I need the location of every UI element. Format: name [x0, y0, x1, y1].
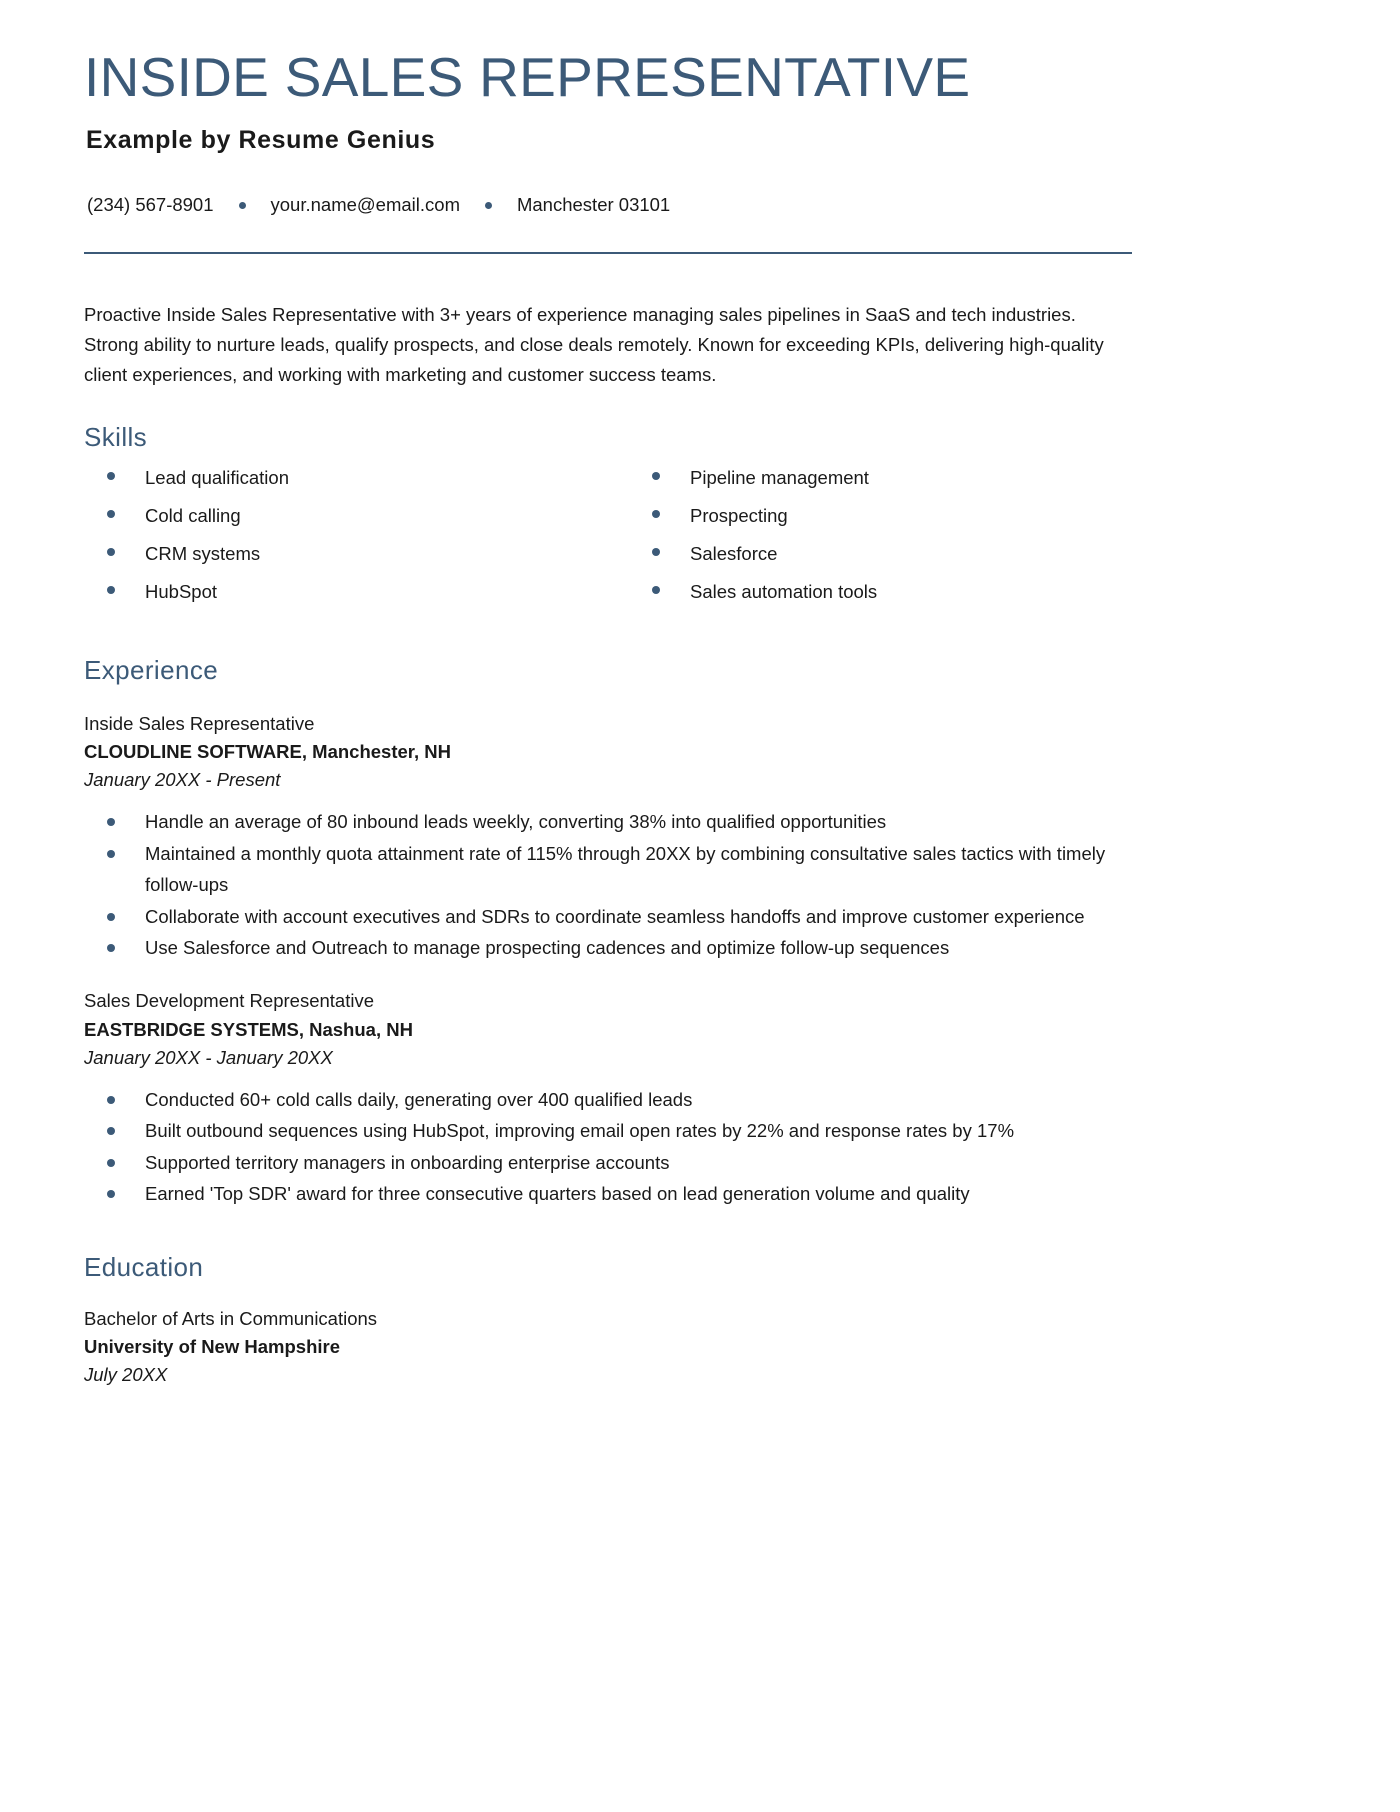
contact-location: Manchester 03101	[516, 194, 671, 215]
contact-separator-dot-icon	[485, 202, 492, 209]
skill-item	[84, 504, 629, 545]
skills-grid	[84, 466, 1132, 621]
skill-label: CRM systems	[145, 542, 261, 564]
job-bullet-text: Conducted 60+ cold calls daily, generating over 400 qualified leads	[145, 1088, 693, 1110]
job-bullet-text: Supported territory managers in onboarding enterprise accounts	[145, 1151, 670, 1173]
job-bullet-text: Built outbound sequences using HubSpot, improving email open rates by 22% and response rates by 17%	[145, 1120, 1015, 1142]
bullet-dot-icon	[107, 510, 115, 518]
job-bullet-list	[84, 806, 1132, 963]
section-heading-education: Education	[84, 1251, 204, 1282]
contact-email: your.name@email.com	[270, 194, 460, 215]
job-bullet	[107, 901, 1132, 932]
skill-label: Sales automation tools	[690, 580, 878, 602]
job-company: EASTBRIDGE SYSTEMS, Nashua, NH	[84, 1018, 413, 1040]
job-bullet	[107, 1115, 1132, 1146]
skill-item	[629, 580, 1132, 621]
job-bullet-text: Handle an average of 80 inbound leads weekly, converting 38% into qualified opportunities	[145, 811, 887, 833]
page-title: INSIDE SALES REPRESENTATIVE	[84, 46, 971, 108]
job-bullet	[107, 1084, 1132, 1115]
job-bullet-text: Earned 'Top SDR' award for three consecutive quarters based on lead generation volume and quality	[145, 1183, 970, 1205]
skill-item	[84, 542, 629, 583]
bullet-dot-icon	[652, 548, 660, 556]
professional-summary: Proactive Inside Sales Representative with 3+ years of experience managing sales pipelines in SaaS and tech industries. Strong ability to nurture leads, qualify prospects, and close deals remotely. Known for exceeding KPIs, delivering high-quality client experiences, and working with marketing and customer success teams.	[84, 304, 1104, 385]
job-title: Inside Sales Representative	[84, 712, 315, 734]
skill-label: Lead qualification	[145, 466, 289, 488]
bullet-dot-icon	[107, 913, 115, 921]
bullet-dot-icon	[107, 818, 115, 826]
resume-content	[84, 0, 1132, 1389]
bullet-dot-icon	[107, 944, 115, 952]
job-dates: January 20XX - January 20XX	[84, 1046, 333, 1068]
job-company: CLOUDLINE SOFTWARE, Manchester, NH	[84, 741, 451, 763]
bullet-dot-icon	[652, 586, 660, 594]
skill-item	[84, 466, 629, 507]
job-bullet	[107, 932, 1132, 963]
skill-label: Prospecting	[690, 504, 788, 526]
job-bullet-text: Collaborate with account executives and SDRs to coordinate seamless handoffs and improve customer experience	[145, 905, 1085, 927]
section-heading-skills: Skills	[84, 421, 148, 452]
resume-subtitle: Example by Resume Genius	[86, 126, 436, 154]
bullet-dot-icon	[107, 850, 115, 858]
bullet-dot-icon	[107, 548, 115, 556]
skill-item	[629, 542, 1132, 583]
education-school: University of New Hampshire	[84, 1335, 340, 1357]
experience-entry	[84, 710, 1132, 964]
education-date: July 20XX	[84, 1363, 168, 1385]
contact-separator-dot-icon	[239, 202, 246, 209]
job-bullet-text: Maintained a monthly quota attainment rate of 115% through 20XX by combining consultative sales tactics with timely follow-ups	[145, 842, 1106, 896]
contact-phone: (234) 567-8901	[87, 194, 214, 215]
resume-header	[84, 0, 1132, 254]
bullet-dot-icon	[107, 1159, 115, 1167]
education-degree: Bachelor of Arts in Communications	[84, 1307, 378, 1329]
job-bullet	[107, 806, 1132, 837]
skill-label: Salesforce	[690, 542, 778, 564]
skill-label: Cold calling	[145, 504, 241, 526]
bullet-dot-icon	[107, 472, 115, 480]
job-bullet	[107, 838, 1132, 901]
contact-line	[87, 194, 1132, 216]
job-dates: January 20XX - Present	[84, 769, 281, 791]
job-bullet	[107, 1147, 1132, 1178]
job-title: Sales Development Representative	[84, 990, 374, 1012]
education-entry	[84, 1305, 1132, 1389]
skill-item	[629, 466, 1132, 507]
experience-entry	[84, 987, 1132, 1209]
bullet-dot-icon	[107, 1096, 115, 1104]
bullet-dot-icon	[107, 1190, 115, 1198]
skill-label: HubSpot	[145, 580, 217, 602]
skill-label: Pipeline management	[690, 466, 869, 488]
bullet-dot-icon	[107, 1127, 115, 1135]
job-bullet-list	[84, 1084, 1132, 1210]
job-bullet	[107, 1178, 1132, 1209]
header-divider	[84, 252, 1132, 254]
job-bullet-text: Use Salesforce and Outreach to manage prospecting cadences and optimize follow-up sequences	[145, 936, 950, 958]
skill-item	[629, 504, 1132, 545]
skill-item	[84, 580, 629, 621]
bullet-dot-icon	[107, 586, 115, 594]
section-heading-experience: Experience	[84, 654, 219, 685]
bullet-dot-icon	[652, 510, 660, 518]
bullet-dot-icon	[652, 472, 660, 480]
